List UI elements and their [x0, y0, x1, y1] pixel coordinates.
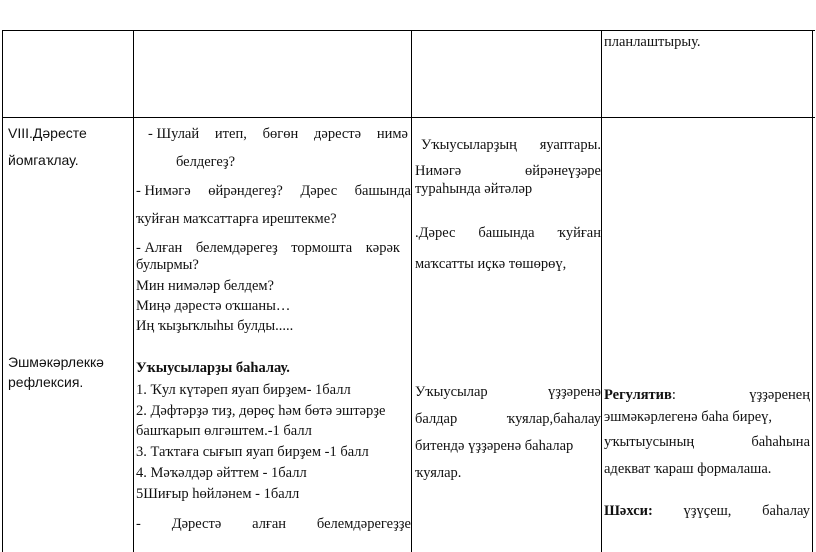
- word: - Алған: [136, 240, 183, 256]
- word: яуаптары.: [539, 137, 601, 153]
- table-col-line-1: [2, 30, 3, 552]
- assessment-item-2: 2. Дәфтәрҙә тиҙ, дөрөҫ һәм бөтә эштәрҙе: [136, 403, 386, 419]
- table-col-line-3: [411, 30, 412, 552]
- reflection-heading-line2: рефлексия.: [8, 374, 84, 390]
- word: кәрәк: [365, 240, 400, 256]
- student-answers-line2: [415, 162, 601, 180]
- table-col-line-4: [601, 30, 602, 552]
- word: үҙҙәренә: [547, 384, 601, 400]
- regulative-colon: :: [671, 387, 676, 403]
- student-answers-line3: тураһында әйтәләр: [415, 181, 533, 197]
- assessment-item-3: 3. Таҡтаға сығып яуап бирҙем -1 балл: [136, 444, 369, 460]
- word: дәрестә: [314, 126, 362, 142]
- word: белемдәрегеҙ: [195, 240, 278, 256]
- regulative-label-group: [604, 386, 676, 404]
- word: баһалау: [762, 503, 810, 519]
- word: -: [136, 516, 141, 532]
- word: белемдәрегеҙҙе: [316, 516, 411, 532]
- regulative-line2: эшмәкәрлегенә баһа биреү,: [604, 409, 773, 425]
- regulative-label: Регулятив: [604, 387, 672, 403]
- word: Уҡыусылар: [415, 384, 488, 400]
- stage-heading-line1: VIII.Дәресте: [8, 125, 87, 141]
- word: Нимәгә: [415, 163, 462, 179]
- planning-text: планлаштырыу.: [604, 34, 701, 50]
- table-col-line-2: [133, 30, 134, 552]
- stage-heading-line2: йомгаҡлау.: [8, 152, 79, 168]
- student-marks-line4: ҡуялар.: [415, 465, 462, 481]
- word: өйрәнеүҙәре: [525, 163, 601, 179]
- word: үҙүҫеш,: [683, 503, 732, 519]
- question-5: Миңә дәрестә оҡшаны…: [136, 298, 291, 314]
- question-6: Иң ҡыҙыҡлыһы булды.....: [136, 318, 294, 334]
- word: нимә: [376, 126, 408, 142]
- question-1-line2: белдегеҙ?: [176, 154, 236, 170]
- reflection-heading-line1: Эшмәкәрлеккә: [8, 354, 104, 370]
- student-goal-line1: [415, 224, 601, 242]
- personal-label: Шәхси:: [604, 503, 653, 519]
- student-marks-line2: [415, 410, 601, 428]
- assessment-item-1: 1. Ҡул күтәреп яуап бирҙем- 1балл: [136, 382, 351, 398]
- regulative-line3: [604, 433, 810, 451]
- personal-line1: [604, 502, 810, 520]
- student-answers-line1: [421, 136, 601, 154]
- word: - Шулай: [148, 126, 200, 142]
- regulative-line1: [604, 386, 810, 404]
- table-col-line-5: [812, 30, 813, 552]
- student-marks-line1: [415, 383, 601, 401]
- question-3-line1: [136, 239, 400, 257]
- assessment-item-5: 5Шиғыр һөйләнем - 1балл: [136, 486, 300, 502]
- word: баһаһына: [751, 434, 810, 450]
- student-goal-line2: маҡсатты иҫкә төшөрөү,: [415, 256, 567, 272]
- assessment-item-2-cont: башҡарып өлгәштем.-1 балл: [136, 423, 312, 439]
- table-row-divider: [2, 117, 815, 118]
- word: өйрәндегеҙ?: [208, 183, 283, 199]
- question-2-line2: ҡуйған маҡсаттарға ирештекме?: [136, 211, 337, 227]
- word: Уҡыусыларҙың: [421, 137, 517, 153]
- word: үҙҙәренең: [749, 387, 810, 403]
- word: балдар: [415, 411, 458, 427]
- word: ҡуялар,баһалау: [506, 411, 601, 427]
- word: бөгөн: [262, 126, 299, 142]
- word: ҡуйған: [557, 225, 601, 241]
- word: - Нимәгә: [136, 183, 191, 199]
- student-marks-line3: битендә үҙҙәренә баһалар: [415, 438, 574, 454]
- word: алған: [252, 516, 287, 532]
- question-2-line1: [136, 182, 411, 200]
- word: итеп,: [214, 126, 247, 142]
- assessment-item-4: 4. Мәҡәлдәр әйттем - 1балл: [136, 465, 307, 481]
- assessment-last-line: [136, 515, 411, 533]
- question-4: Мин нимәләр белдем?: [136, 278, 274, 294]
- question-3-line2: булырмы?: [136, 257, 199, 273]
- word: Дәрестә: [171, 516, 222, 532]
- question-1-line1: [148, 125, 408, 143]
- word: башында: [478, 225, 535, 241]
- word: Дәрес: [300, 183, 338, 199]
- word: тормошта: [291, 240, 353, 256]
- word: башында: [354, 183, 411, 199]
- assessment-title: Уҡыусыларҙы баһалау.: [136, 360, 290, 376]
- table-border-top: [2, 30, 815, 31]
- word: .Дәрес: [415, 225, 456, 241]
- regulative-line4: адекват ҡараш формалаша.: [604, 461, 772, 477]
- word: уҡытыусының: [604, 434, 695, 450]
